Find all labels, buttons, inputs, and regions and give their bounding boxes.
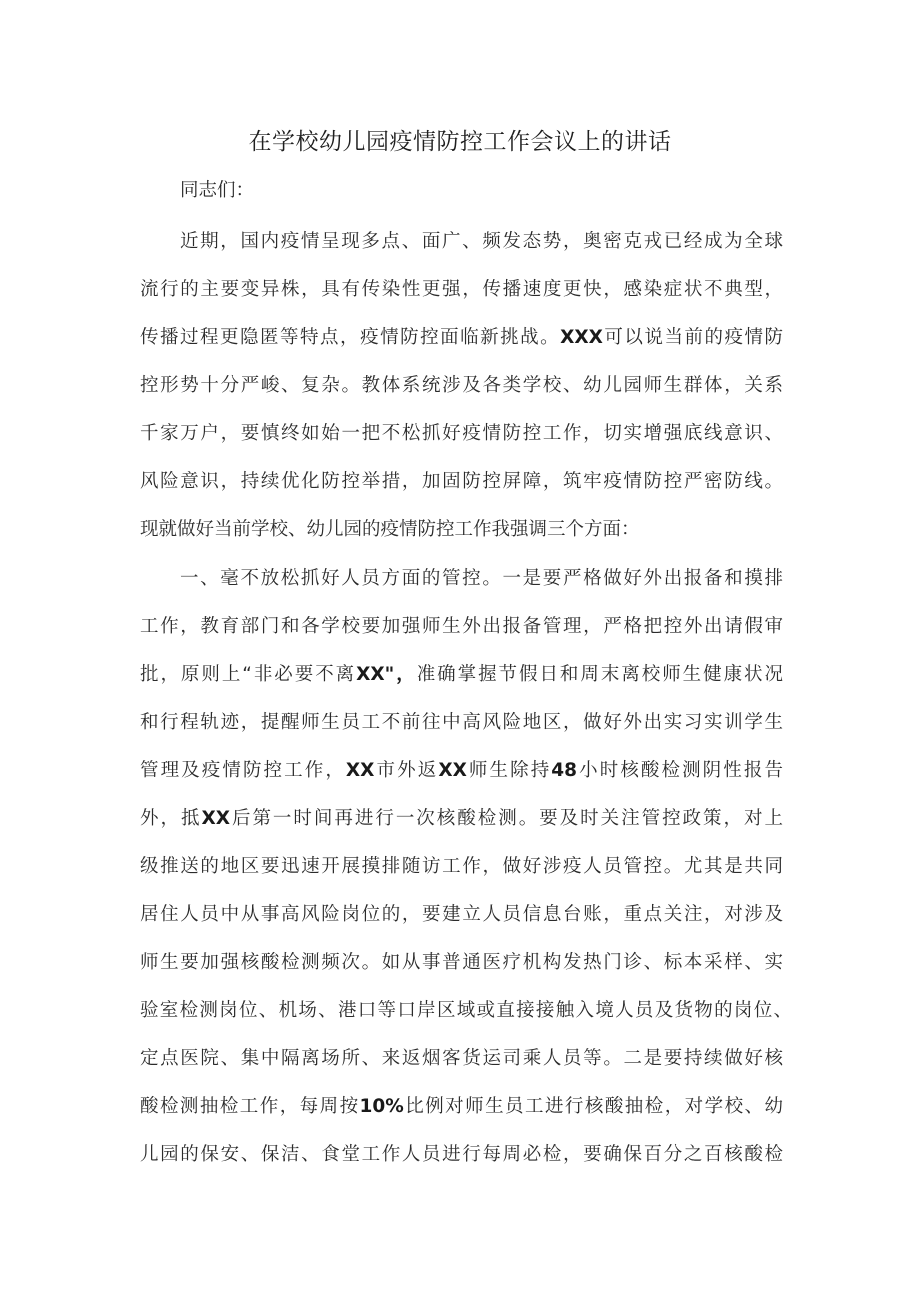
text-span: 酸检测抽检工作，每周按 <box>140 1096 360 1117</box>
bold-text: XXX <box>560 327 603 348</box>
bold-text: 48 <box>551 760 578 781</box>
text-span: 准确掌握节假日和周末离校师生健康状况 <box>416 664 783 685</box>
paragraph-line: 近期，国内疫情呈现多点、面广、频发态势，奥密克戎已经成为全球 <box>180 231 783 252</box>
bold-text: XX <box>345 760 375 781</box>
text-span: 小时核酸检测阴性报告 <box>577 760 783 781</box>
paragraph-line: 验室检测岗位、机场、港口等口岸区域或直接接触入境人员及货物的岗位、 <box>140 1000 792 1021</box>
text-span: 批，原则上“非必要不离 <box>140 664 357 685</box>
bold-text: 10% <box>359 1096 404 1117</box>
text-span: 市外返 <box>374 760 439 781</box>
paragraph-line <box>140 756 783 786</box>
text-span: 后第一时间再进行一次核酸检测。要及时关注管控政策，对上 <box>229 808 783 829</box>
salutation: 同志们： <box>180 180 255 201</box>
text-span: 管理及疫情防控工作， <box>140 760 346 781</box>
paragraph-line: 级推送的地区要迅速开展摸排随访工作，做好涉疫人员管控。尤其是共同 <box>140 856 783 877</box>
paragraph-line: 流行的主要变异株，具有传染性更强，传播速度更快，感染症状不典型， <box>140 279 783 300</box>
paragraph-line: 儿园的保安、保洁、食堂工作人员进行每周必检，要确保百分之百核酸检 <box>140 1144 783 1165</box>
text-span: 传播过程更隐匿等特点，疫情防控面临新挑战。 <box>140 327 561 348</box>
bold-text: XX"， <box>356 664 417 685</box>
paragraph-line: 居住人员中从事高风险岗位的，要建立人员信息台账，重点关注，对涉及 <box>140 904 783 925</box>
text-span: 比例对师生员工进行核酸抽检，对学校、幼 <box>403 1096 783 1117</box>
paragraph-line: 工作，教育部门和各学校要加强师生外出报备管理，严格把控外出请假审 <box>140 616 783 637</box>
text-span: 师生除持 <box>466 760 552 781</box>
paragraph-line <box>140 1092 783 1122</box>
text-span: 外，抵 <box>140 808 202 829</box>
paragraph-line <box>140 323 783 353</box>
paragraph-line <box>140 804 783 834</box>
paragraph-line: 定点医院、集中隔离场所、来返烟客货运司乘人员等。二是要持续做好核 <box>140 1048 783 1069</box>
paragraph-line: 和行程轨迹，提醒师生员工不前往中高风险地区，做好外出实习实训学生 <box>140 712 783 733</box>
paragraph-line: 控形势十分严峻、复杂。教体系统涉及各类学校、幼儿园师生群体，关系 <box>140 375 783 396</box>
paragraph-line: 一、毫不放松抓好人员方面的管控。一是要严格做好外出报备和摸排 <box>180 568 783 589</box>
text-span: 可以说当前的疫情防 <box>602 327 783 348</box>
paragraph-line: 风险意识，持续优化防控举措，加固防控屏障，筑牢疫情防控严密防线。 <box>140 471 783 492</box>
paragraph-line: 现就做好当前学校、幼儿园的疫情防控工作我强调三个方面： <box>140 519 640 540</box>
document-title: 在学校幼儿园疫情防控工作会议上的讲话 <box>248 129 672 155</box>
paragraph-line: 师生要加强核酸检测频次。如从事普通医疗机构发热门诊、标本采样、实 <box>140 952 783 973</box>
bold-text: XX <box>438 760 467 781</box>
paragraph-line <box>140 660 783 690</box>
bold-text: XX <box>201 808 230 829</box>
paragraph-line: 千家万户，要慎终如始一把不松抓好疫情防控工作，切实增强底线意识、 <box>140 423 783 444</box>
